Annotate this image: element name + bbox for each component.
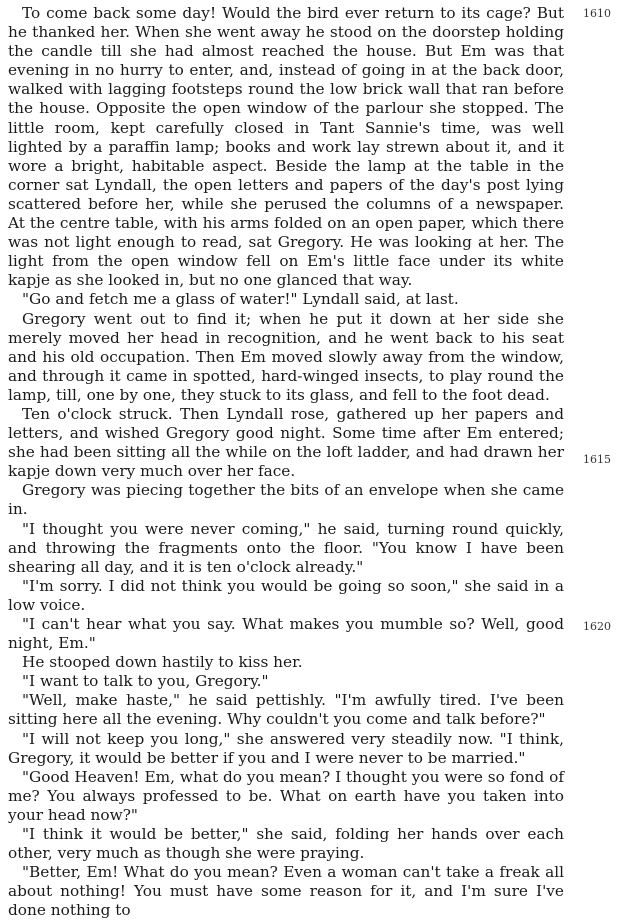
line-number: 1615 [583,453,611,466]
paragraph: "I thought you were never coming," he said, turning round quickly, and throwing the fragments onto the floor. "You know I have been shearing all day, and it is ten o'clock already." [8,519,564,576]
paragraph: "I can't hear what you say. What makes you mumble so? Well, good night, Em." [8,615,564,653]
body-text [8,4,564,921]
paragraph: "Well, make haste," he said pettishly. "I'm awfully tired. I've been sitting here all the evening. Why couldn't you come and talk before?" [8,691,564,729]
paragraph: To come back some day! Would the bird ever return to its cage? But he thanked her. When she went away he stood on the doorstep holding the candle till she had almost reached the house. But Em was that evening in no hurry to enter, and, instead of going in at the back door, walked with lagging footsteps round the low brick wall that ran before the house. Opposite the open window of the parlour she stopped. The little room, kept carefully closed in Tant Sannie's time, was well lighted by a paraffin lamp; books and work lay strewn about it, and it wore a bright, habitable aspect. Beside the lamp at the table in the corner sat Lyndall, the open letters and papers of the day's post lying scattered before her, while she perused the columns of a newspaper. At the centre table, with his arms folded on an open paper, which there was not light enough to read, sat Gregory. He was looking at her. The light from the open window fell on Em's little face under its white kapje as she looked in, but no one glanced that way. [8,4,564,290]
paragraph: "I'm sorry. I did not think you would be going so soon," she said in a low voice. [8,576,564,614]
paragraph: "I want to talk to you, Gregory." [22,672,269,691]
paragraph: "Better, Em! What do you mean? Even a woman can't take a freak all about nothing! You must have some reason for it, and I'm sure I've done nothing to [8,863,564,920]
line-number: 1610 [583,7,611,20]
paragraph: He stooped down hastily to kiss her. [22,653,303,672]
line-number: 1620 [583,620,611,633]
paragraph: Gregory was piecing together the bits of an envelope when she came in. [8,481,564,519]
paragraph: Gregory went out to find it; when he put it down at her side she merely moved her head in recognition, and he went back to his seat and his old occupation. Then Em moved slowly away from the window, and through it came in spotted, hard-winged insects, to play round the lamp, till, one by one, they stuck to its glass, and fell to the foot dead. [8,309,564,404]
paragraph: "I think it would be better," she said, folding her hands over each other, very much as though she were praying. [8,825,564,863]
paragraph: Ten o'clock struck. Then Lyndall rose, gathered up her papers and letters, and wished Gregory good night. Some time after Em entered; she had been sitting all the while on the loft ladder, and had drawn her kapje down very much over her face. [8,404,564,481]
paragraph: "I will not keep you long," she answered very steadily now. "I think, Gregory, it would be better if you and I were never to be married." [8,729,564,767]
paragraph: "Go and fetch me a glass of water!" Lyndall said, at last. [22,290,459,309]
paragraph: "Good Heaven! Em, what do you mean? I thought you were so fond of me? You always professed to be. What on earth have you taken into your head now?" [8,767,564,824]
